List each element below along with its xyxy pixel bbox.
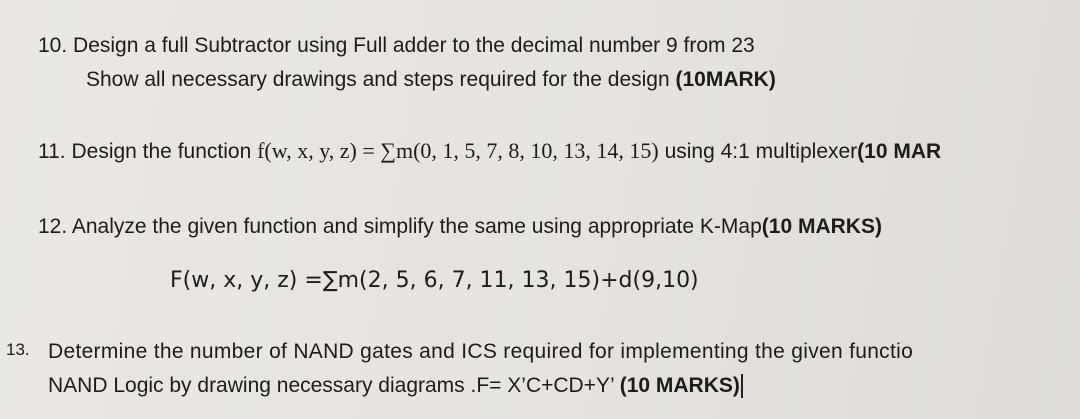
question-11-suffix: using 4:1 multiplexer bbox=[658, 140, 858, 163]
question-13-line-1 bbox=[48, 340, 913, 364]
question-10-line-2 bbox=[86, 68, 776, 92]
question-13-number-text: 13. bbox=[6, 340, 30, 359]
question-13-number bbox=[6, 340, 30, 360]
text-cursor bbox=[741, 374, 743, 398]
question-10-instructions: Show all necessary drawings and steps required for the design bbox=[86, 68, 676, 91]
question-12 bbox=[38, 215, 882, 239]
question-12-text: 12. Analyze the given function and simplify the same using appropriate K-Map bbox=[38, 215, 762, 238]
question-11-marks: (10 MAR bbox=[857, 140, 942, 163]
question-11 bbox=[38, 138, 941, 164]
question-10-line-1 bbox=[38, 34, 755, 58]
question-13-text: Determine the number of NAND gates and ICS required for implementing the given functio bbox=[48, 340, 914, 363]
question-12-equation-text: F(w, x, y, z) =∑m(2, 5, 6, 7, 11, 13, 15)+d(9,10) bbox=[170, 268, 699, 293]
question-10-marks: (10MARK) bbox=[675, 68, 776, 91]
question-11-prefix: 11. Design the function bbox=[38, 140, 258, 163]
question-11-function: f(w, x, y, z) = ∑m(0, 1, 5, 7, 8, 10, 13, 14, 15) bbox=[257, 138, 659, 163]
question-12-equation bbox=[170, 268, 699, 293]
question-13-instructions: NAND Logic by drawing necessary diagrams .F= X’C+CD+Y’ bbox=[48, 374, 620, 397]
question-13-line-2 bbox=[48, 374, 743, 398]
question-13-marks: (10 MARKS) bbox=[619, 374, 740, 397]
question-10-text: 10. Design a full Subtractor using Full adder to the decimal number 9 from 23 bbox=[38, 34, 755, 57]
question-12-marks: (10 MARKS) bbox=[761, 215, 882, 238]
